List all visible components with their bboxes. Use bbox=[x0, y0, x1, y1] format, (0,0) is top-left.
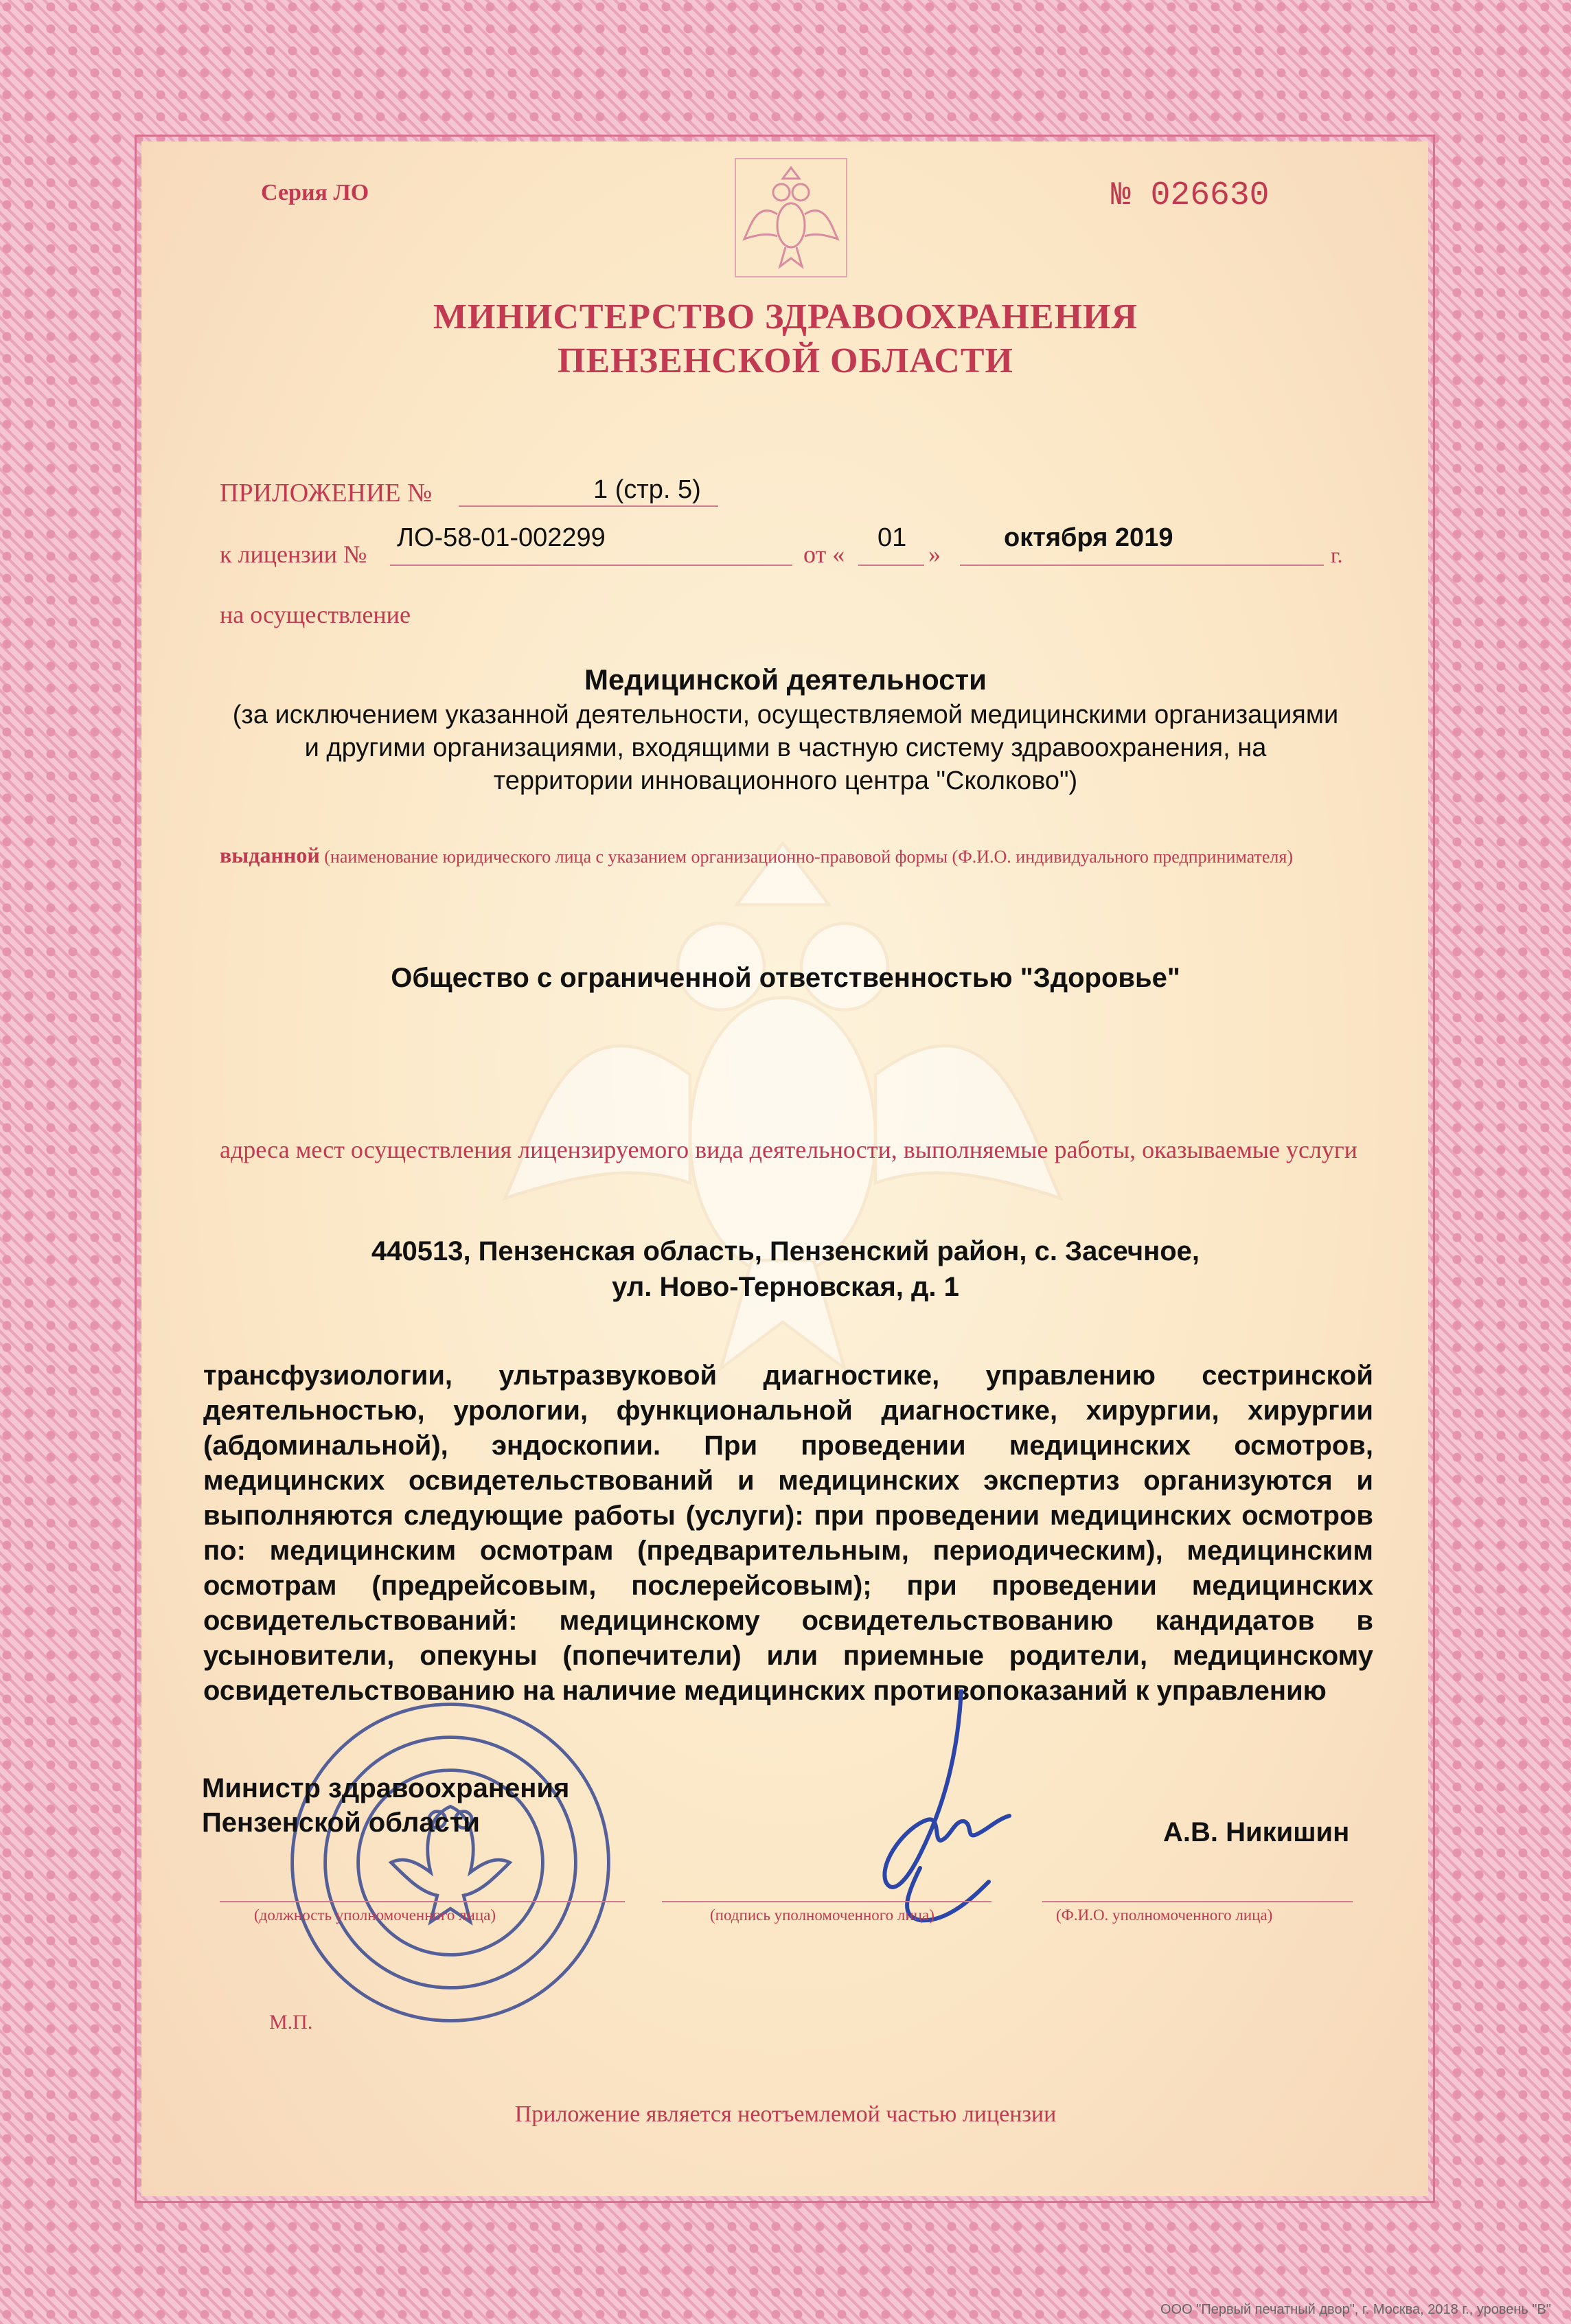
series-label: Серия ЛО bbox=[261, 180, 369, 205]
caption-signature: (подпись уполномоченного лица) bbox=[710, 1906, 934, 1924]
printer-imprint: ООО "Первый печатный двор", г. Москва, 2018 г., уровень "В" bbox=[1160, 2302, 1551, 2317]
license-day: 01 bbox=[878, 523, 907, 552]
position-underline bbox=[220, 1901, 625, 1902]
license-form-number: № 026630 bbox=[1111, 177, 1270, 214]
signer-name: А.В. Никишин bbox=[1163, 1817, 1350, 1847]
address-line-1: 440513, Пензенская область, Пензенский район, с. Засечное, bbox=[371, 1236, 1200, 1266]
activity-line-1: (за исключением указанной деятельности, осуществляемой медицинскими организациями bbox=[232, 700, 1339, 729]
activity-title: Медицинской деятельности bbox=[584, 663, 987, 696]
issued-label: выданной bbox=[220, 843, 320, 867]
organization-name: Общество с ограниченной ответственностью "Здоровье" bbox=[391, 963, 1180, 993]
caption-position: (должность уполномоченного лица) bbox=[254, 1906, 496, 1924]
appendix-value: 1 (стр. 5) bbox=[593, 475, 701, 504]
activity-label: на осуществление bbox=[220, 601, 411, 628]
services-text: трансфузиологии, ультразвуковой диагностике, управлению сестринской деятельностью, урологии, функциональной диагностике, хирургии, хирургии (абдоминальной), эндоскопии. При проведении медицинских осмотров, медицинских освидетельствований и медицинских экспертиз организуются и выполняются следующие работы (услуги): при проведении медицинских осмотров по: медицинским осмотрам (предварительным, периодическим), медицинским осмотрам (предрейсовым, послерейсовым); при проведении медицинских освидетельствований: медицинскому освидетельствованию кандидатов в усыновители, опекуны (попечители) или приемные родители, медицинскому освидетельствованию на наличие медицинских противопоказаний к управлению bbox=[203, 1360, 1373, 1706]
license-month-year: октября 2019 bbox=[1004, 523, 1173, 552]
month-underline bbox=[960, 565, 1324, 566]
day-underline bbox=[858, 565, 924, 566]
date-close-label: » bbox=[928, 540, 941, 568]
license-number: ЛО-58-01-002299 bbox=[397, 523, 606, 552]
official-seal-icon bbox=[286, 1698, 615, 2027]
signer-position-line2: Пензенской области bbox=[202, 1808, 481, 1838]
issued-block bbox=[220, 843, 1373, 869]
year-suffix: г. bbox=[1331, 543, 1343, 567]
license-underline bbox=[390, 565, 792, 566]
appendix-underline bbox=[459, 505, 718, 507]
ministry-title-line1: МИНИСТЕРСТВО ЗДРАВООХРАНЕНИЯ bbox=[433, 297, 1138, 337]
signer-position-line1: Министр здравоохранения bbox=[202, 1773, 570, 1803]
addresses-label: адреса мест осуществления лицензируемого вида деятельности, выполняемые работы, оказываемые услуги bbox=[220, 1136, 1357, 1163]
ministry-title-line2: ПЕНЗЕНСКОЙ ОБЛАСТИ bbox=[558, 341, 1013, 380]
activity-line-3: территории инновационного центра "Сколково") bbox=[493, 766, 1078, 795]
appendix-label: ПРИЛОЖЕНИЕ № bbox=[220, 479, 433, 508]
name-underline bbox=[1042, 1901, 1353, 1902]
license-label: к лицензии № bbox=[220, 540, 367, 568]
issued-caption: (наименование юридического лица с указанием организационно-правовой формы (Ф.И.О. индивидуального предпринимателя) bbox=[324, 847, 1294, 867]
signature-underline bbox=[662, 1901, 991, 1902]
mp-label: М.П. bbox=[269, 2011, 313, 2034]
eagle-watermark-icon bbox=[467, 797, 1099, 1415]
coat-of-arms-icon bbox=[735, 158, 847, 277]
date-from-label: от « bbox=[803, 540, 845, 568]
footer-note: Приложение является неотъемлемой частью лицензии bbox=[514, 2101, 1057, 2127]
handwritten-signature bbox=[865, 1689, 1044, 1923]
caption-name: (Ф.И.О. уполномоченного лица) bbox=[1056, 1906, 1273, 1924]
activity-line-2: и другими организациями, входящими в частную систему здравоохранения, на bbox=[304, 733, 1267, 762]
address-line-2: ул. Ново-Терновская, д. 1 bbox=[612, 1272, 959, 1302]
